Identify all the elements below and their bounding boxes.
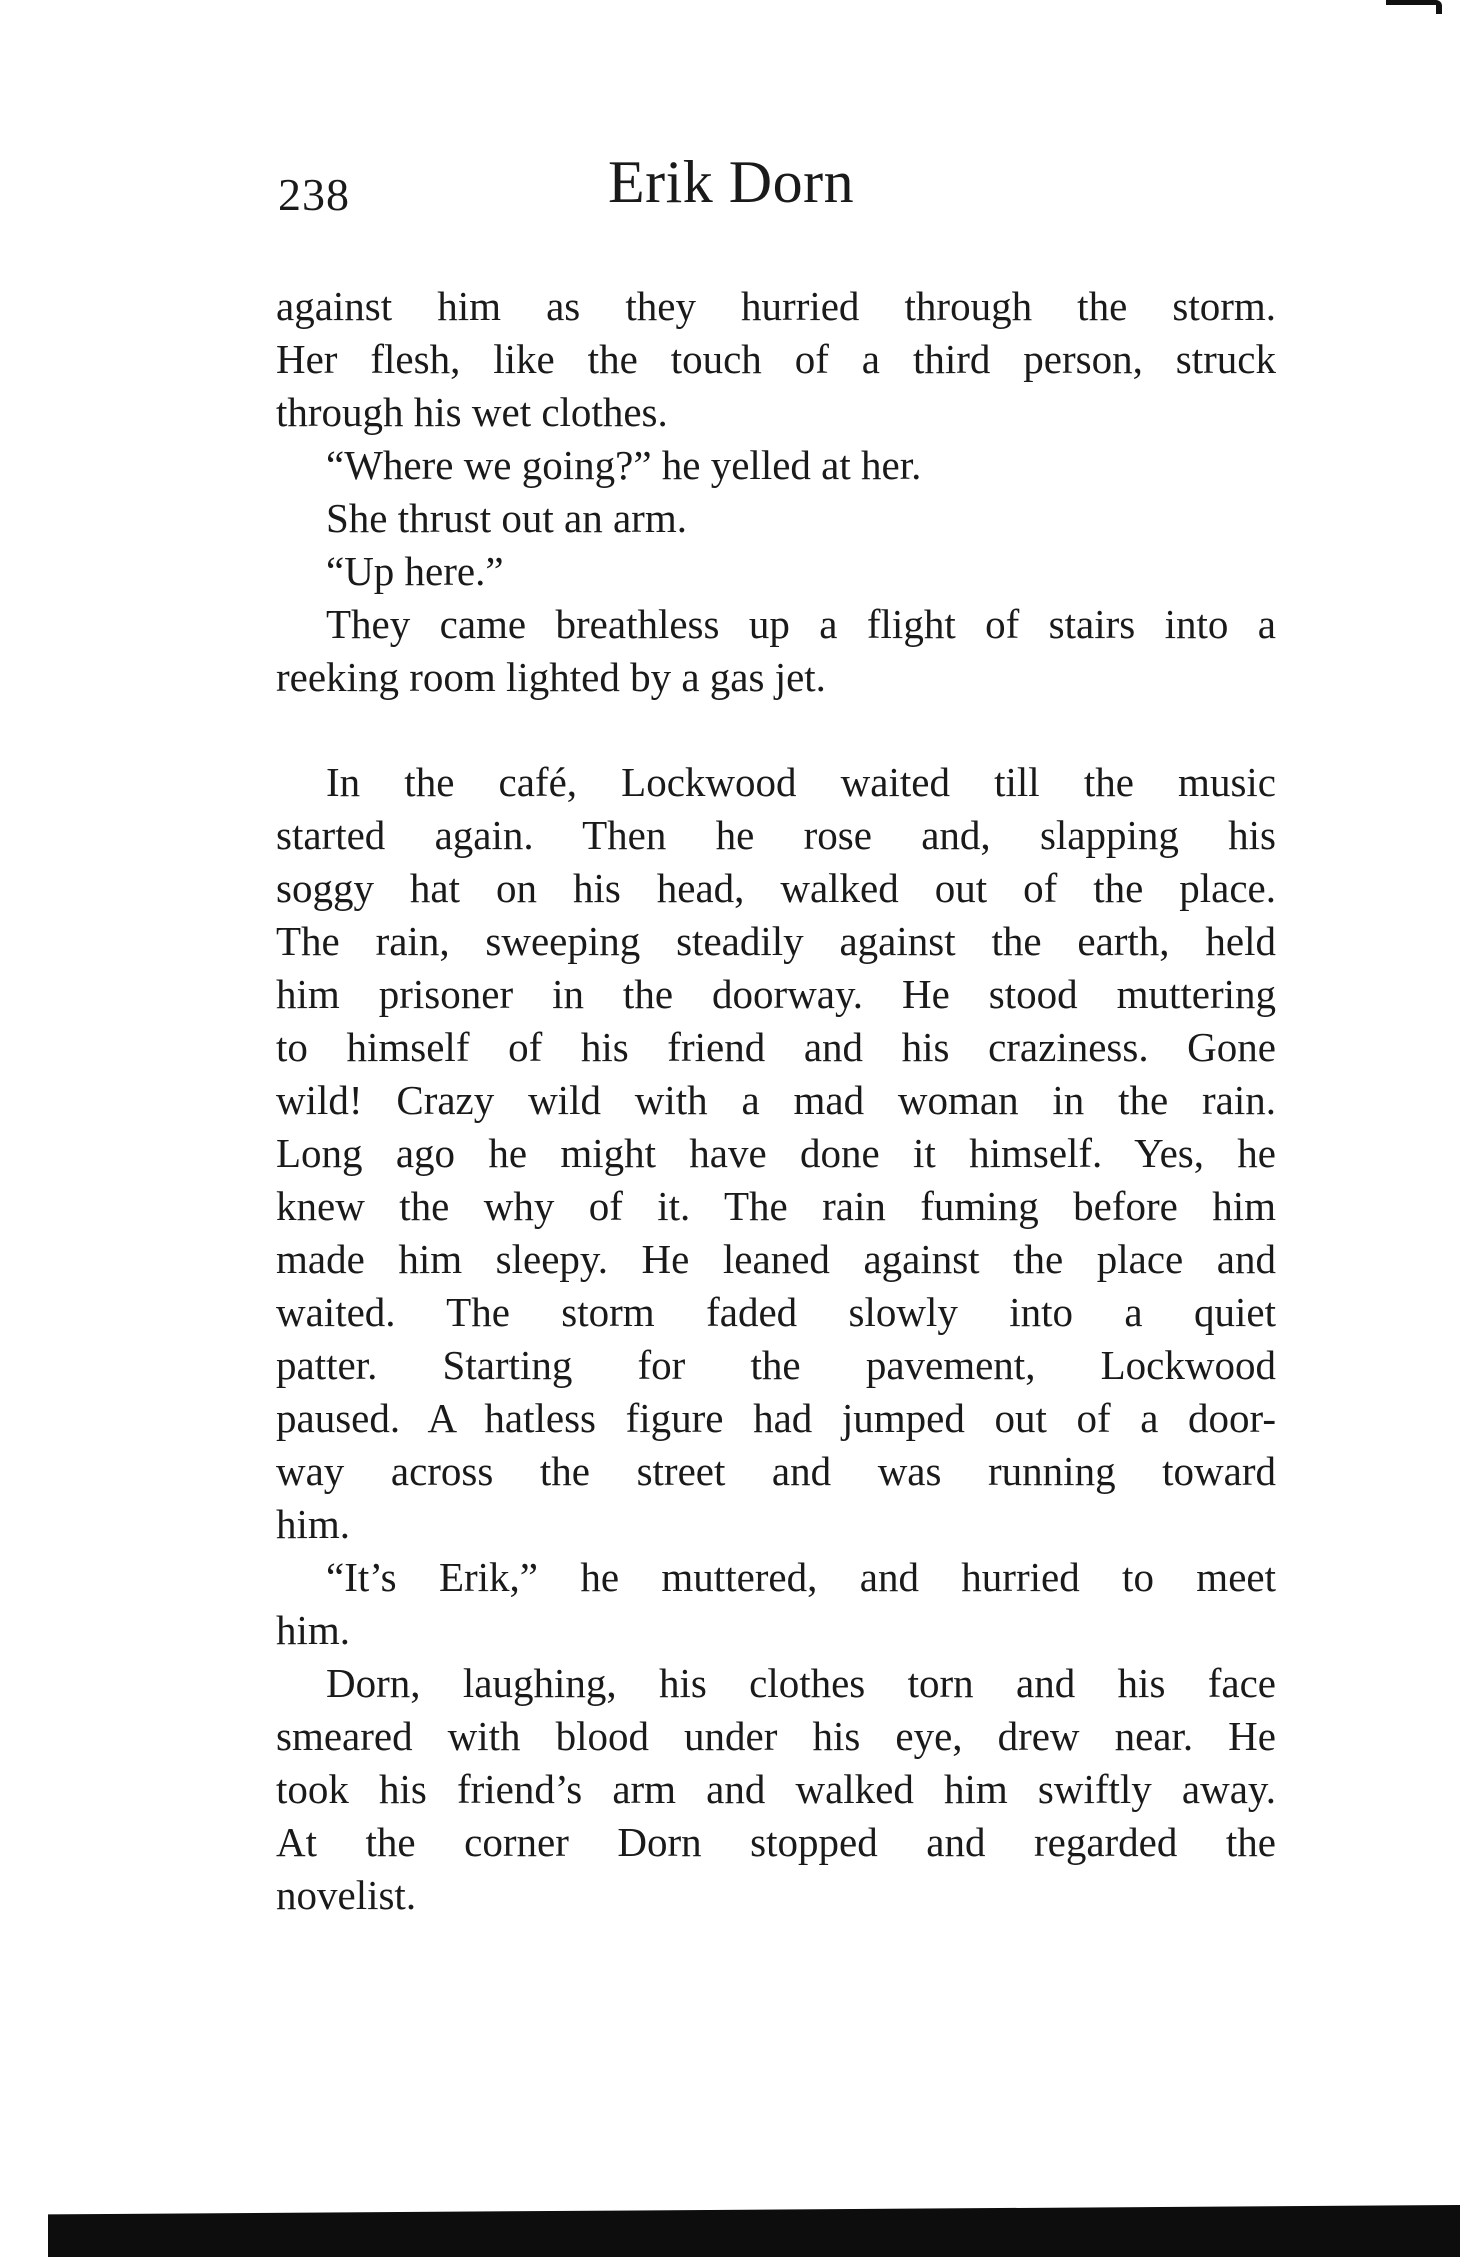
body-text (276, 280, 1276, 1922)
text-line: “Up here.” (326, 548, 504, 594)
text-line: against him as they hurried through the storm. (276, 283, 1276, 329)
text-line: novelist. (276, 1872, 417, 1918)
text-line: through his wet clothes. (276, 389, 668, 435)
text-line: At the corner Dorn stopped and regarded the (276, 1819, 1276, 1865)
page-number: 238 (278, 169, 350, 220)
text-line: Her flesh, like the touch of a third person, struck (276, 336, 1276, 382)
text-line: The rain, sweeping steadily against the earth, held (276, 918, 1276, 964)
text-line: started again. Then he rose and, slapping his (276, 812, 1276, 858)
text-line: patter. Starting for the pavement, Lockwood (276, 1342, 1276, 1388)
text-line: him. (276, 1607, 351, 1653)
text-line: wild! Crazy wild with a mad woman in the rain. (276, 1077, 1276, 1123)
section-break (276, 704, 1276, 756)
text-line: In the café, Lockwood waited till the music (326, 759, 1276, 805)
scan-bottom-edge (48, 2205, 1460, 2257)
text-line: to himself of his friend and his craziness. Gone (276, 1024, 1276, 1070)
text-line: “Where we going?” he yelled at her. (326, 442, 922, 488)
text-line: paused. A hatless figure had jumped out of a door- (276, 1395, 1276, 1441)
text-line: She thrust out an arm. (326, 495, 687, 541)
running-head (278, 148, 1278, 228)
text-line: reeking room lighted by a gas jet. (276, 654, 826, 700)
text-line: Long ago he might have done it himself. Yes, he (276, 1130, 1276, 1176)
text-line: way across the street and was running toward (276, 1448, 1276, 1494)
text-line: smeared with blood under his eye, drew near. He (276, 1713, 1276, 1759)
book-title: Erik Dorn (608, 149, 855, 215)
text-line: waited. The storm faded slowly into a quiet (276, 1289, 1276, 1335)
text-line: Dorn, laughing, his clothes torn and his face (326, 1660, 1276, 1706)
corner-scan-mark (1386, 0, 1442, 14)
text-line: him prisoner in the doorway. He stood muttering (276, 971, 1276, 1017)
text-line: knew the why of it. The rain fuming before him (276, 1183, 1276, 1229)
text-line: soggy hat on his head, walked out of the place. (276, 865, 1276, 911)
text-line: They came breathless up a flight of stairs into a (326, 601, 1276, 647)
text-line: took his friend’s arm and walked him swiftly away. (276, 1766, 1276, 1812)
text-line: him. (276, 1501, 351, 1547)
text-line: made him sleepy. He leaned against the place and (276, 1236, 1276, 1282)
text-line: “It’s Erik,” he muttered, and hurried to meet (326, 1554, 1276, 1600)
